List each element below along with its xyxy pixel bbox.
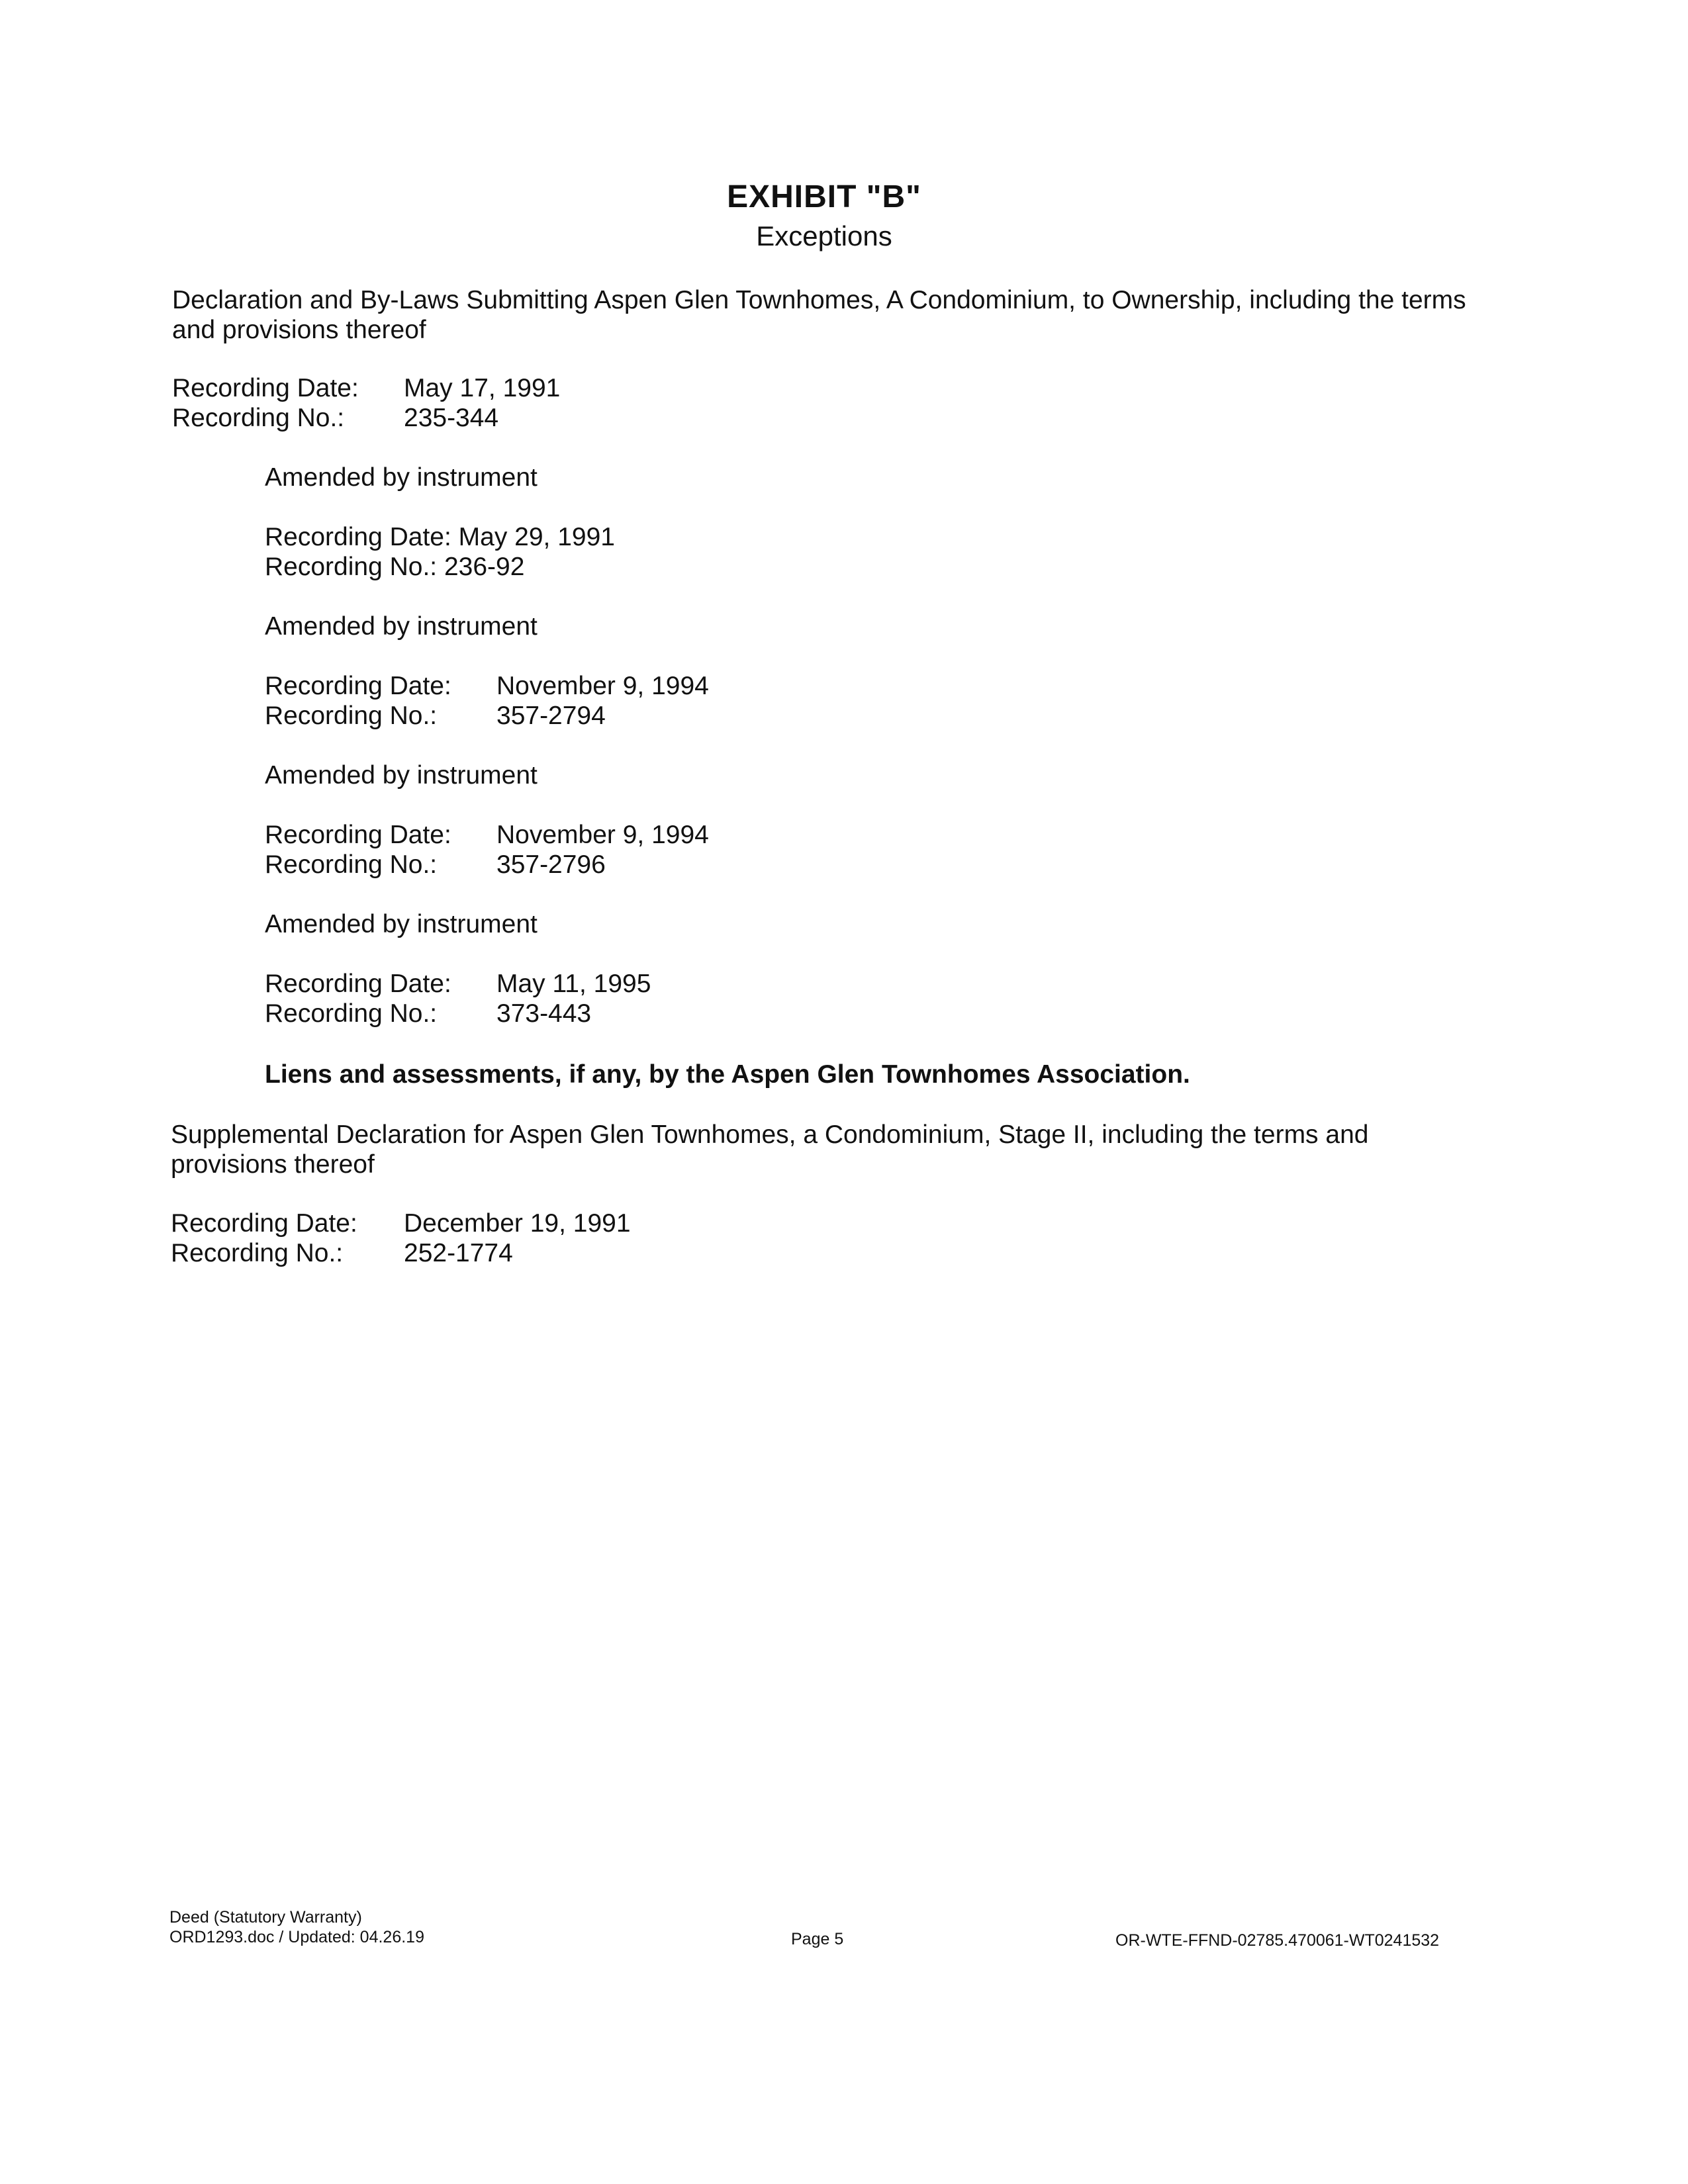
amendment-2-recording-date: November 9, 1994 bbox=[496, 672, 709, 700]
amendment-3-recording-date: November 9, 1994 bbox=[496, 821, 709, 849]
footer-file-ref: OR-WTE-FFND-02785.470061-WT0241532 bbox=[1115, 1931, 1440, 1950]
footer-page-number: Page 5 bbox=[791, 1930, 844, 1948]
amendment-3-recording-no-label: Recording No.: bbox=[265, 850, 438, 879]
declaration-recording-no: 235-344 bbox=[404, 404, 499, 432]
footer-doc-ref: ORD1293.doc / Updated: 04.26.19 bbox=[169, 1928, 424, 1946]
amendment-2-recording-no-label: Recording No.: bbox=[265, 702, 438, 730]
amendment-3-intro: Amended by instrument bbox=[265, 761, 538, 790]
amendment-2-recording-no: 357-2794 bbox=[496, 702, 606, 730]
supplemental-paragraph-line1: Supplemental Declaration for Aspen Glen Townhomes, a Condominium, Stage II, including the terms and bbox=[171, 1120, 1369, 1149]
amendment-4-recording-date-label: Recording Date: bbox=[265, 970, 451, 998]
page-subtitle: Exceptions bbox=[756, 220, 892, 251]
declaration-paragraph-line1: Declaration and By-Laws Submitting Aspen Glen Townhomes, A Condominium, to Ownership, including the terms bbox=[172, 286, 1466, 314]
amendment-2-intro: Amended by instrument bbox=[265, 612, 538, 641]
amendment-3-recording-no: 357-2796 bbox=[496, 850, 606, 879]
supplemental-recording-date-label: Recording Date: bbox=[171, 1209, 357, 1238]
declaration-paragraph-line2: and provisions thereof bbox=[172, 316, 426, 344]
declaration-recording-date: May 17, 1991 bbox=[404, 374, 561, 402]
amendment-3-recording-date-label: Recording Date: bbox=[265, 821, 451, 849]
amendment-4-recording-no-label: Recording No.: bbox=[265, 999, 438, 1028]
footer-doc-type: Deed (Statutory Warranty) bbox=[169, 1908, 362, 1927]
liens-note: Liens and assessments, if any, by the Aspen Glen Townhomes Association. bbox=[265, 1060, 1190, 1089]
supplemental-recording-date: December 19, 1991 bbox=[404, 1209, 631, 1238]
page-title: EXHIBIT "B" bbox=[727, 179, 921, 214]
supplemental-paragraph-line2: provisions thereof bbox=[171, 1150, 375, 1179]
amendment-1-recording-no: Recording No.: 236-92 bbox=[265, 553, 525, 581]
declaration-recording-no-label: Recording No.: bbox=[172, 404, 345, 432]
declaration-recording-date-label: Recording Date: bbox=[172, 374, 359, 402]
amendment-4-intro: Amended by instrument bbox=[265, 910, 538, 938]
supplemental-recording-no-label: Recording No.: bbox=[171, 1239, 344, 1267]
amendment-1-recording-date: Recording Date: May 29, 1991 bbox=[265, 523, 615, 551]
amendment-4-recording-date: May 11, 1995 bbox=[496, 970, 651, 998]
amendment-2-recording-date-label: Recording Date: bbox=[265, 672, 451, 700]
amendment-4-recording-no: 373-443 bbox=[496, 999, 592, 1028]
supplemental-recording-no: 252-1774 bbox=[404, 1239, 513, 1267]
amendment-1-intro: Amended by instrument bbox=[265, 463, 538, 492]
